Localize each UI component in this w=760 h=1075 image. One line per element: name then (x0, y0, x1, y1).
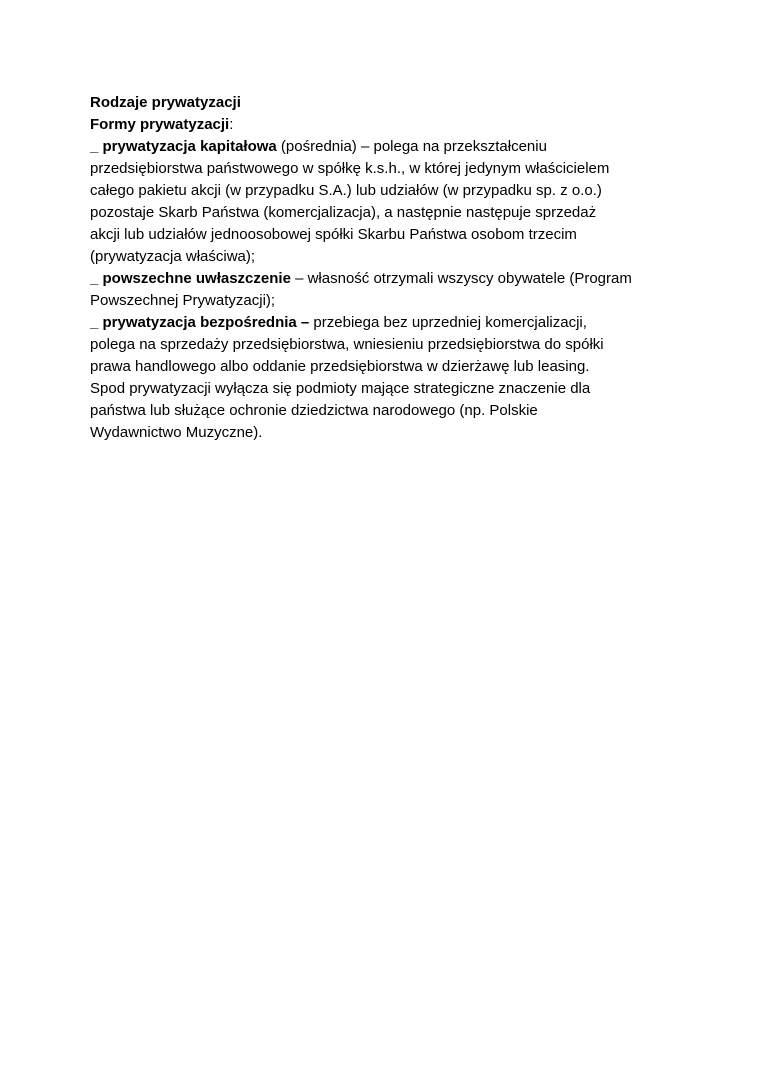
document-body (90, 92, 680, 444)
item1-line5: akcji lub udziałów jednoosobowej spółki Skarbu Państwa osobom trzecim (90, 226, 577, 243)
item1-prefix: _ (90, 138, 103, 155)
item2-line1-rest: – własność otrzymali wszyscy obywatele (Program (290, 270, 632, 287)
item1-term: prywatyzacja kapitałowa (102, 138, 277, 155)
closing-line1: Spod prywatyzacji wyłącza się podmioty mające strategiczne znaczenie dla (90, 380, 591, 397)
item1-line1 (90, 136, 680, 158)
closing-line2: państwa lub służące ochronie dziedzictwa narodowego (np. Polskie (90, 402, 538, 419)
item1-line1-rest: (pośrednia) – polega na przekształceniu (276, 138, 547, 155)
item2-term: powszechne uwłaszczenie (102, 270, 291, 287)
item3-line2: polega na sprzedaży przedsiębiorstwa, wniesieniu przedsiębiorstwa do spółki (90, 336, 604, 353)
item2-line2: Powszechnej Prywatyzacji); (90, 292, 276, 309)
forms-heading-colon: : (229, 116, 234, 133)
item1-line2: przedsiębiorstwa państwowego w spółkę k.s.h., w której jedynym właścicielem (90, 160, 610, 177)
item2-prefix: _ (90, 270, 103, 287)
item3-line1 (90, 312, 680, 334)
item3-line3: prawa handlowego albo oddanie przedsiębiorstwa w dzierżawę lub leasing. (90, 358, 590, 375)
closing-line3: Wydawnictwo Muzyczne). (90, 424, 263, 441)
item1-line6: (prywatyzacja właściwa); (90, 248, 256, 265)
item3-prefix: _ (90, 314, 103, 331)
item3-term: prywatyzacja bezpośrednia – (102, 314, 310, 331)
item1-line4: pozostaje Skarb Państwa (komercjalizacja), a następnie następuje sprzedaż (90, 204, 597, 221)
document-title: Rodzaje prywatyzacji (90, 94, 241, 111)
item2-line1 (90, 268, 680, 290)
forms-heading: Formy prywatyzacji (90, 116, 230, 133)
item1-line3: całego pakietu akcji (w przypadku S.A.) lub udziałów (w przypadku sp. z o.o.) (90, 182, 602, 199)
item3-line1-rest: przebiega bez uprzedniej komercjalizacji, (309, 314, 587, 331)
forms-heading-line (90, 114, 680, 136)
